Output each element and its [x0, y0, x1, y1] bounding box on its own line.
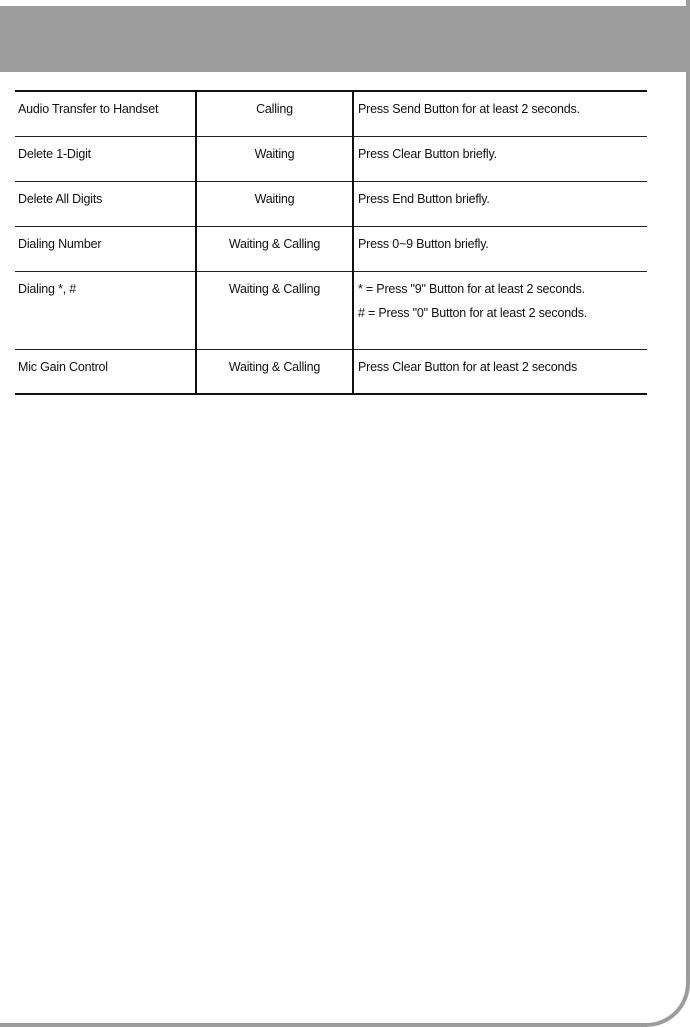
function-cell: Audio Transfer to Handset — [15, 91, 196, 136]
action-cell — [353, 91, 647, 136]
table-row — [15, 181, 647, 226]
action-text: Press Clear Button briefly. — [358, 146, 497, 161]
action-cell — [353, 181, 647, 226]
mode-cell: Waiting & Calling — [196, 271, 353, 349]
table-row — [15, 226, 647, 271]
mode-cell: Calling — [196, 91, 353, 136]
action-cell — [353, 226, 647, 271]
action-text: * = Press "9" Button for at least 2 seconds. — [358, 281, 585, 296]
mode-cell: Waiting — [196, 181, 353, 226]
command-table — [15, 90, 647, 395]
action-cell — [353, 271, 647, 349]
table-row — [15, 136, 647, 181]
table-row — [15, 91, 647, 136]
mode-cell: Waiting — [196, 136, 353, 181]
action-cell — [353, 349, 647, 394]
function-cell: Dialing Number — [15, 226, 196, 271]
table-row — [15, 271, 647, 349]
mode-cell: Waiting & Calling — [196, 226, 353, 271]
table-row — [15, 349, 647, 394]
action-text: Press End Button briefly. — [358, 191, 490, 206]
action-text: Press Clear Button for at least 2 seconds — [358, 359, 577, 374]
function-cell: Delete 1-Digit — [15, 136, 196, 181]
action-cell — [353, 136, 647, 181]
action-text: Press Send Button for at least 2 seconds. — [358, 102, 580, 116]
action-text: Press 0~9 Button briefly. — [358, 236, 489, 251]
function-cell: Dialing *, # — [15, 271, 196, 349]
mode-cell: Waiting & Calling — [196, 349, 353, 394]
header-band — [0, 6, 690, 72]
function-cell: Mic Gain Control — [18, 359, 108, 374]
function-cell: Delete All Digits — [15, 181, 196, 226]
action-text: # = Press "0" Button for at least 2 seconds. — [358, 305, 588, 320]
